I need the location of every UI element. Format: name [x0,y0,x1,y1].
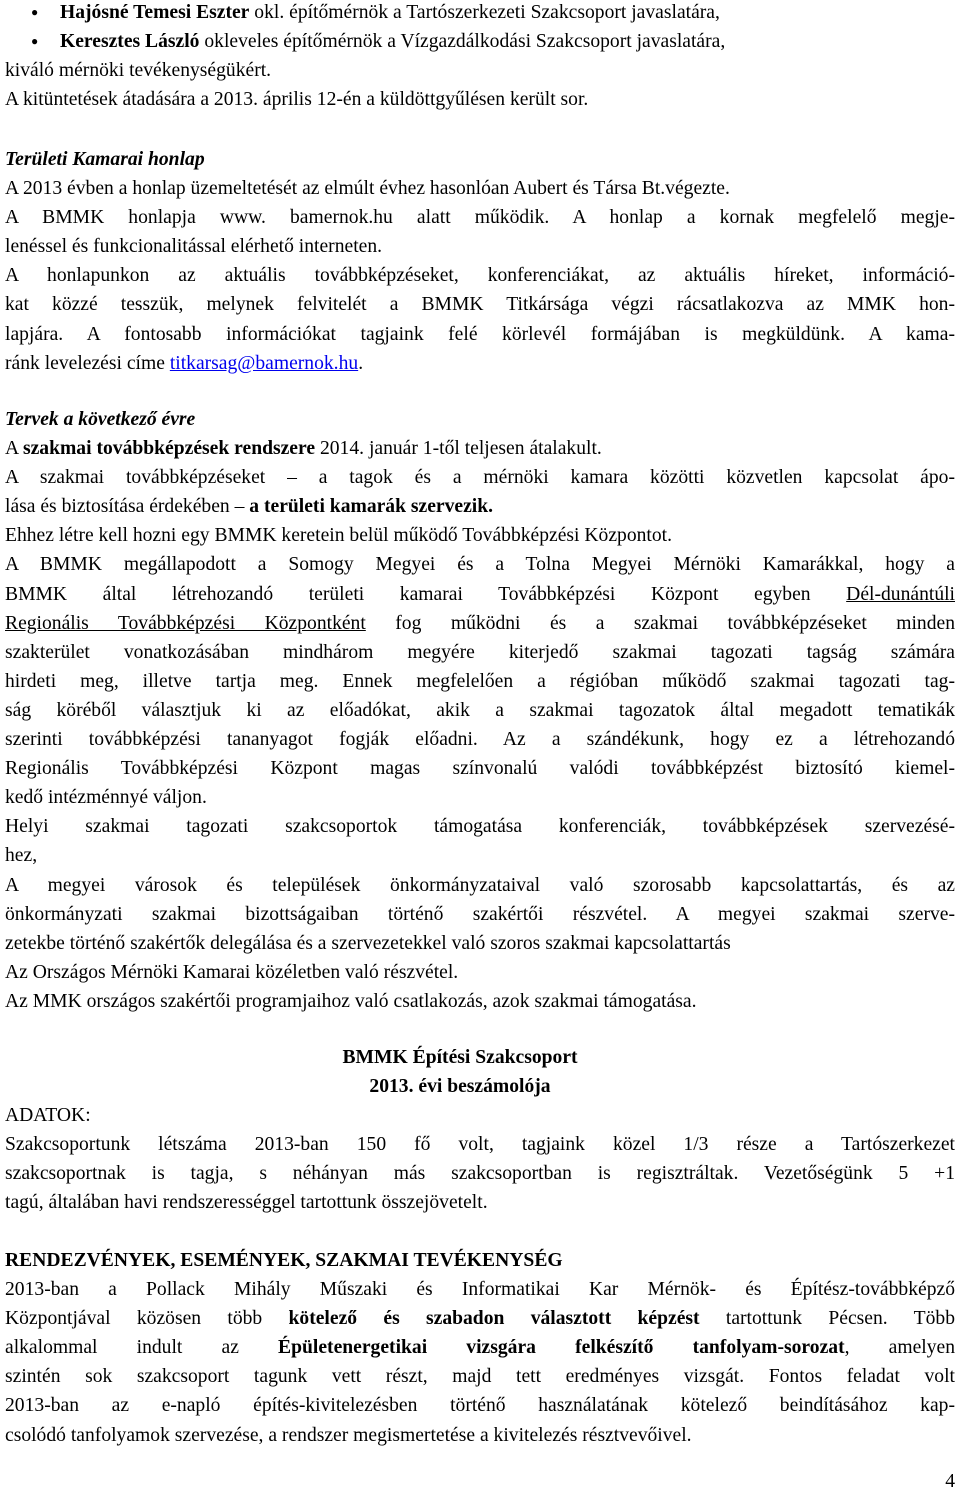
awardee-name: Keresztes László [60,31,200,53]
text-line: hirdeti meg, illetve tartja meg. Ennek megfelelően a régióban működő szakmai tagozati tag- [5,670,955,692]
text-line: alkalommal indult az Épületenergetikai vizsgára felkészítő tanfolyam-sorozat, amelyen [5,1337,956,1359]
events-section [5,1246,955,1450]
website-section [5,145,955,378]
text-line: szerinti továbbképzési tananyagot fogják előadni. Az a szándékunk, hogy ez a létrehozandó [5,729,955,751]
text-line: zetekbe történő szakértők delegálása és a szervezetekkel való szoros szakmai kapcsolattartás [5,932,731,954]
text-line: hez, [5,845,38,867]
text-line: Központjával közösen több kötelező és szabadon választott képzést tartottunk Pécsen. Több [5,1308,955,1330]
section-title: Területi Kamarai honlap [5,149,205,170]
text-line: ránk levelezési címe titkarsag@bamernok.hu. [5,352,364,374]
text-line: lása és biztosítása érdekében – a területi kamarák szervezik. [5,496,494,518]
text-line: A kitüntetések átadására a 2013. április 12-én a küldöttgyűlésen került sor. [5,89,589,111]
page-number: 4 [945,1471,955,1492]
text-line: lenéssel és funkcionalitással elérhető interneten. [5,236,383,258]
text-line: A honlapunkon az aktuális továbbképzéseket, konferenciákat, az aktuális híreket, információ- [5,265,955,287]
text-line: kedő intézménnyé váljon. [5,787,207,809]
text-line: 2013-ban a Pollack Mihály Műszaki és Informatikai Kar Mérnök- és Építész-továbbképző [5,1279,955,1301]
text-line: szakcsoportnak is tagja, s néhányan más szakcsoportban is regisztráltak. Vezetőségünk 5 +1 [5,1163,955,1185]
plans-section [5,405,955,1016]
report-subtitle: 2013. évi beszámolója [369,1076,551,1098]
awards-block [5,0,955,114]
text-line: tagú, általában havi rendszerességgel tartottunk összejövetelt. [5,1192,488,1214]
text-line: A BMMK megállapodott a Somogy Megyei és a Tolna Megyei Mérnöki Kamarákkal, hogy a [5,554,955,576]
text-line: csolódó tanfolyamok szervezése, a rendszer megismertetése a kivitelezés résztvevőivel. [5,1424,692,1446]
section-heading: RENDEZVÉNYEK, ESEMÉNYEK, SZAKMAI TEVÉKENYSÉG [5,1250,563,1271]
text-line: Szakcsoportunk létszáma 2013-ban 150 fő volt, tagjaink közel 1/3 része a Tartószerkezet [5,1134,955,1156]
text-line: önkormányzati szakmai bizottságaiban történő szakértői részvétel. A megyei szakmai szerve- [5,903,955,925]
text-line: kat közzé tesszük, melynek felvitelét a BMMK Titkársága végzi rácsatlakozva az MMK hon- [5,294,955,316]
bullet-item: ● Hajósné Temesi Eszter okl. építőmérnök a Tartószerkezeti Szakcsoport javaslatára, [5,0,955,27]
text-line: BMMK által létrehozandó területi kamarai Továbbképzési Központ egyben Dél-dunántúli [5,583,955,605]
bullet-item: ● Keresztes László okleveles építőmérnök a Vízgazdálkodási Szakcsoport javaslatára, [5,27,955,56]
text-line: A megyei városok és települések önkormányzataival való szorosabb kapcsolattartás, és az [5,874,955,896]
text-line: ság köréből választjuk ki az előadókat, akik a szakmai tagozatok által megadott tematikák [5,699,955,721]
report-title: BMMK Építési Szakcsoport [342,1047,578,1068]
email-link[interactable]: titkarsag@bamernok.hu [169,352,359,374]
text-line: A 2013 évben a honlap üzemeltetését az elmúlt évhez hasonlóan Aubert és Társa Bt.végezte. [5,178,730,200]
awardee-name: Hajósné Temesi Eszter [60,2,250,23]
text-line: Az Országos Mérnöki Kamarai közéletben való részvétel. [5,961,459,983]
text-line: szakterület vonatkozásában mindhárom megyére kiterjedő szakmai tagozati tagság számára [5,641,955,663]
text-line: Regionális Továbbképzési Központ magas színvonalú valódi továbbképzést biztosító kiemel- [5,758,955,780]
text-line: A szakmai továbbképzéseket – a tagok és a mérnöki kamara közötti közvetlen kapcsolat ápo- [5,467,955,489]
section-title: Tervek a következő évre [5,409,196,430]
text-line: A szakmai továbbképzések rendszere 2014. január 1-től teljesen átalakult. [5,438,602,460]
text-line: Ehhez létre kell hozni egy BMMK keretein belül működő Továbbképzési Központot. [5,525,673,547]
text-line: kiváló mérnöki tevékenységükért. [5,60,272,82]
data-label: ADATOK: [5,1105,91,1127]
text-line: szintén sok szakcsoport tagunk vett részt, majd tett eredményes vizsgát. Fontos feladat volt [5,1366,955,1388]
text-line: lapjára. A fontosabb információkat tagjaink felé körlevél formájában is megküldünk. A kama- [5,323,955,345]
text-line: Az MMK országos szakértői programjaihoz való csatlakozás, azok szakmai támogatása. [5,990,697,1012]
text-line: Helyi szakmai tagozati szakcsoportok támogatása konferenciák, továbbképzések szervezésé- [5,816,955,838]
report-header [5,1043,955,1218]
text-line: 2013-ban az e-napló építés-kivitelezésben történő használatának kötelező beindításához kap- [5,1395,955,1417]
text-line: Regionális Továbbképzési Központként fog működni és a szakmai továbbképzéseket minden [5,612,955,634]
text-line: A BMMK honlapja www. bamernok.hu alatt működik. A honlap a kornak megfelelő megje- [5,207,955,229]
